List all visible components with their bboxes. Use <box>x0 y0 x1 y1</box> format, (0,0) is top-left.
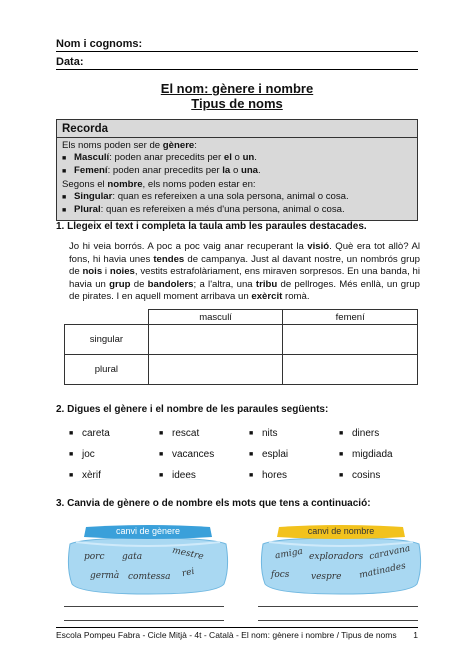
square-bullet-icon: ■ <box>159 451 164 458</box>
recorda-box <box>56 119 418 221</box>
recorda-bullet-femeni: ■ Femení: poden anar precedits per la o una. <box>62 165 413 178</box>
list-item: ■ migdiada <box>339 449 393 460</box>
square-bullet-icon: ■ <box>159 472 164 479</box>
square-bullet-icon: ■ <box>159 430 164 437</box>
table-row-label-plural: plural <box>65 355 149 385</box>
jar-word: caravana <box>368 543 412 563</box>
jar-word: matinades <box>358 561 407 581</box>
list-item: ■ rescat <box>159 428 200 439</box>
square-bullet-icon: ■ <box>62 207 67 215</box>
jar-number-change <box>255 524 427 596</box>
jar-word: vespre <box>311 572 342 582</box>
jar-word: gata <box>122 552 143 562</box>
name-field-label: Nom i cognoms: <box>56 38 418 52</box>
recorda-body <box>57 138 417 220</box>
list-item: ■ careta <box>69 428 110 439</box>
question-2-instruction: 2. Digues el gènere i el nombre de les paraules següents: <box>56 404 329 415</box>
page-number: 1 <box>413 630 418 640</box>
square-bullet-icon: ■ <box>339 472 344 479</box>
square-bullet-icon: ■ <box>249 430 254 437</box>
answer-cell-singular-femeni[interactable] <box>283 325 418 355</box>
table-row-label-singular: singular <box>65 325 149 355</box>
square-bullet-icon: ■ <box>339 430 344 437</box>
list-item: ■ xèrif <box>69 470 101 481</box>
jar-word: mestre <box>171 545 205 563</box>
date-field-label: Data: <box>56 56 418 70</box>
word-row <box>69 423 429 444</box>
square-bullet-icon: ■ <box>339 451 344 458</box>
square-bullet-icon: ■ <box>69 451 74 458</box>
jar-word: germà <box>90 571 120 581</box>
list-item: ■ joc <box>69 449 95 460</box>
answer-line[interactable] <box>258 606 418 607</box>
answer-cell-singular-masculi[interactable] <box>148 325 283 355</box>
square-bullet-icon: ■ <box>249 451 254 458</box>
jar-word: exploradors <box>309 552 364 562</box>
jar-label: canvi de nombre <box>307 526 375 536</box>
table-corner <box>65 310 149 325</box>
square-bullet-icon: ■ <box>62 193 67 201</box>
square-bullet-icon: ■ <box>62 168 67 176</box>
answer-line[interactable] <box>258 620 418 621</box>
list-item: ■ diners <box>339 428 380 439</box>
list-item: ■ idees <box>159 470 196 481</box>
answer-line[interactable] <box>64 606 224 607</box>
word-row <box>69 465 429 486</box>
recorda-bullet-plural: ■ Plural: quan es refereixen a més d'una persona, animal o cosa. <box>62 204 413 217</box>
word-list <box>69 423 429 486</box>
page-subtitle: Tipus de noms <box>191 96 283 111</box>
recorda-line-number: Segons el nombre, els noms poden estar en: <box>62 178 256 190</box>
answer-cell-plural-masculi[interactable] <box>148 355 283 385</box>
square-bullet-icon: ■ <box>62 155 67 163</box>
list-item: ■ hores <box>249 470 288 481</box>
jar-word: rei <box>181 566 196 580</box>
square-bullet-icon: ■ <box>249 472 254 479</box>
jar-gender-change <box>62 524 234 596</box>
answer-line[interactable] <box>64 620 224 621</box>
list-item: ■ esplai <box>249 449 289 460</box>
list-item: ■ nits <box>249 428 278 439</box>
list-item: ■ cosins <box>339 470 381 481</box>
recorda-bullet-masculi: ■ Masculí: poden anar precedits per el o un. <box>62 152 413 165</box>
jar-word: amiga <box>274 546 304 562</box>
footer-text: Escola Pompeu Fabra - Cicle Mitjà - 4t - Català - El nom: gènere i nombre / Tipus de noms <box>56 630 397 640</box>
square-bullet-icon: ■ <box>69 430 74 437</box>
classification-table <box>64 309 418 385</box>
recorda-bullet-singular: ■ Singular: quan es refereixen a una sola persona, animal o cosa. <box>62 191 413 204</box>
page-title: El nom: gènere i nombre <box>160 81 314 96</box>
list-item: ■ vacances <box>159 449 215 460</box>
jar-word: porc <box>84 552 105 562</box>
footer-divider <box>56 627 418 628</box>
jar-word: focs <box>271 570 290 580</box>
recorda-line-gender: Els noms poden ser de gènere: <box>62 140 197 151</box>
jar-label: canvi de gènere <box>115 526 181 536</box>
footer <box>56 630 418 640</box>
word-row <box>69 444 429 465</box>
jar-word: comtessa <box>128 572 171 582</box>
question-3-instruction: 3. Canvia de gènere o de nombre els mots que tens a continuació: <box>56 498 371 509</box>
question-1-instruction: 1. Llegeix el text i completa la taula amb les paraules destacades. <box>56 221 367 232</box>
answer-cell-plural-femeni[interactable] <box>283 355 418 385</box>
square-bullet-icon: ■ <box>69 472 74 479</box>
recorda-heading: Recorda <box>57 120 417 138</box>
reading-text: Jo hi veia borrós. A poc a poc vaig anar recuperant la visió. Què era tot allò? Al fons, hi havia unes tendes de campanya. Just al davant nostre, un nombrós grup de nois i noies, vestits estrafolàriament, ens miraven sorpresos. En una banda, hi havia un grup de bandolers; a l'altra, una tribu de pellroges. Més enllà, un grup de pirates. I en aquell moment arribava un exèrcit romà. <box>69 241 421 303</box>
table-header-femeni: femení <box>283 310 418 325</box>
table-header-masculi: masculí <box>148 310 283 325</box>
